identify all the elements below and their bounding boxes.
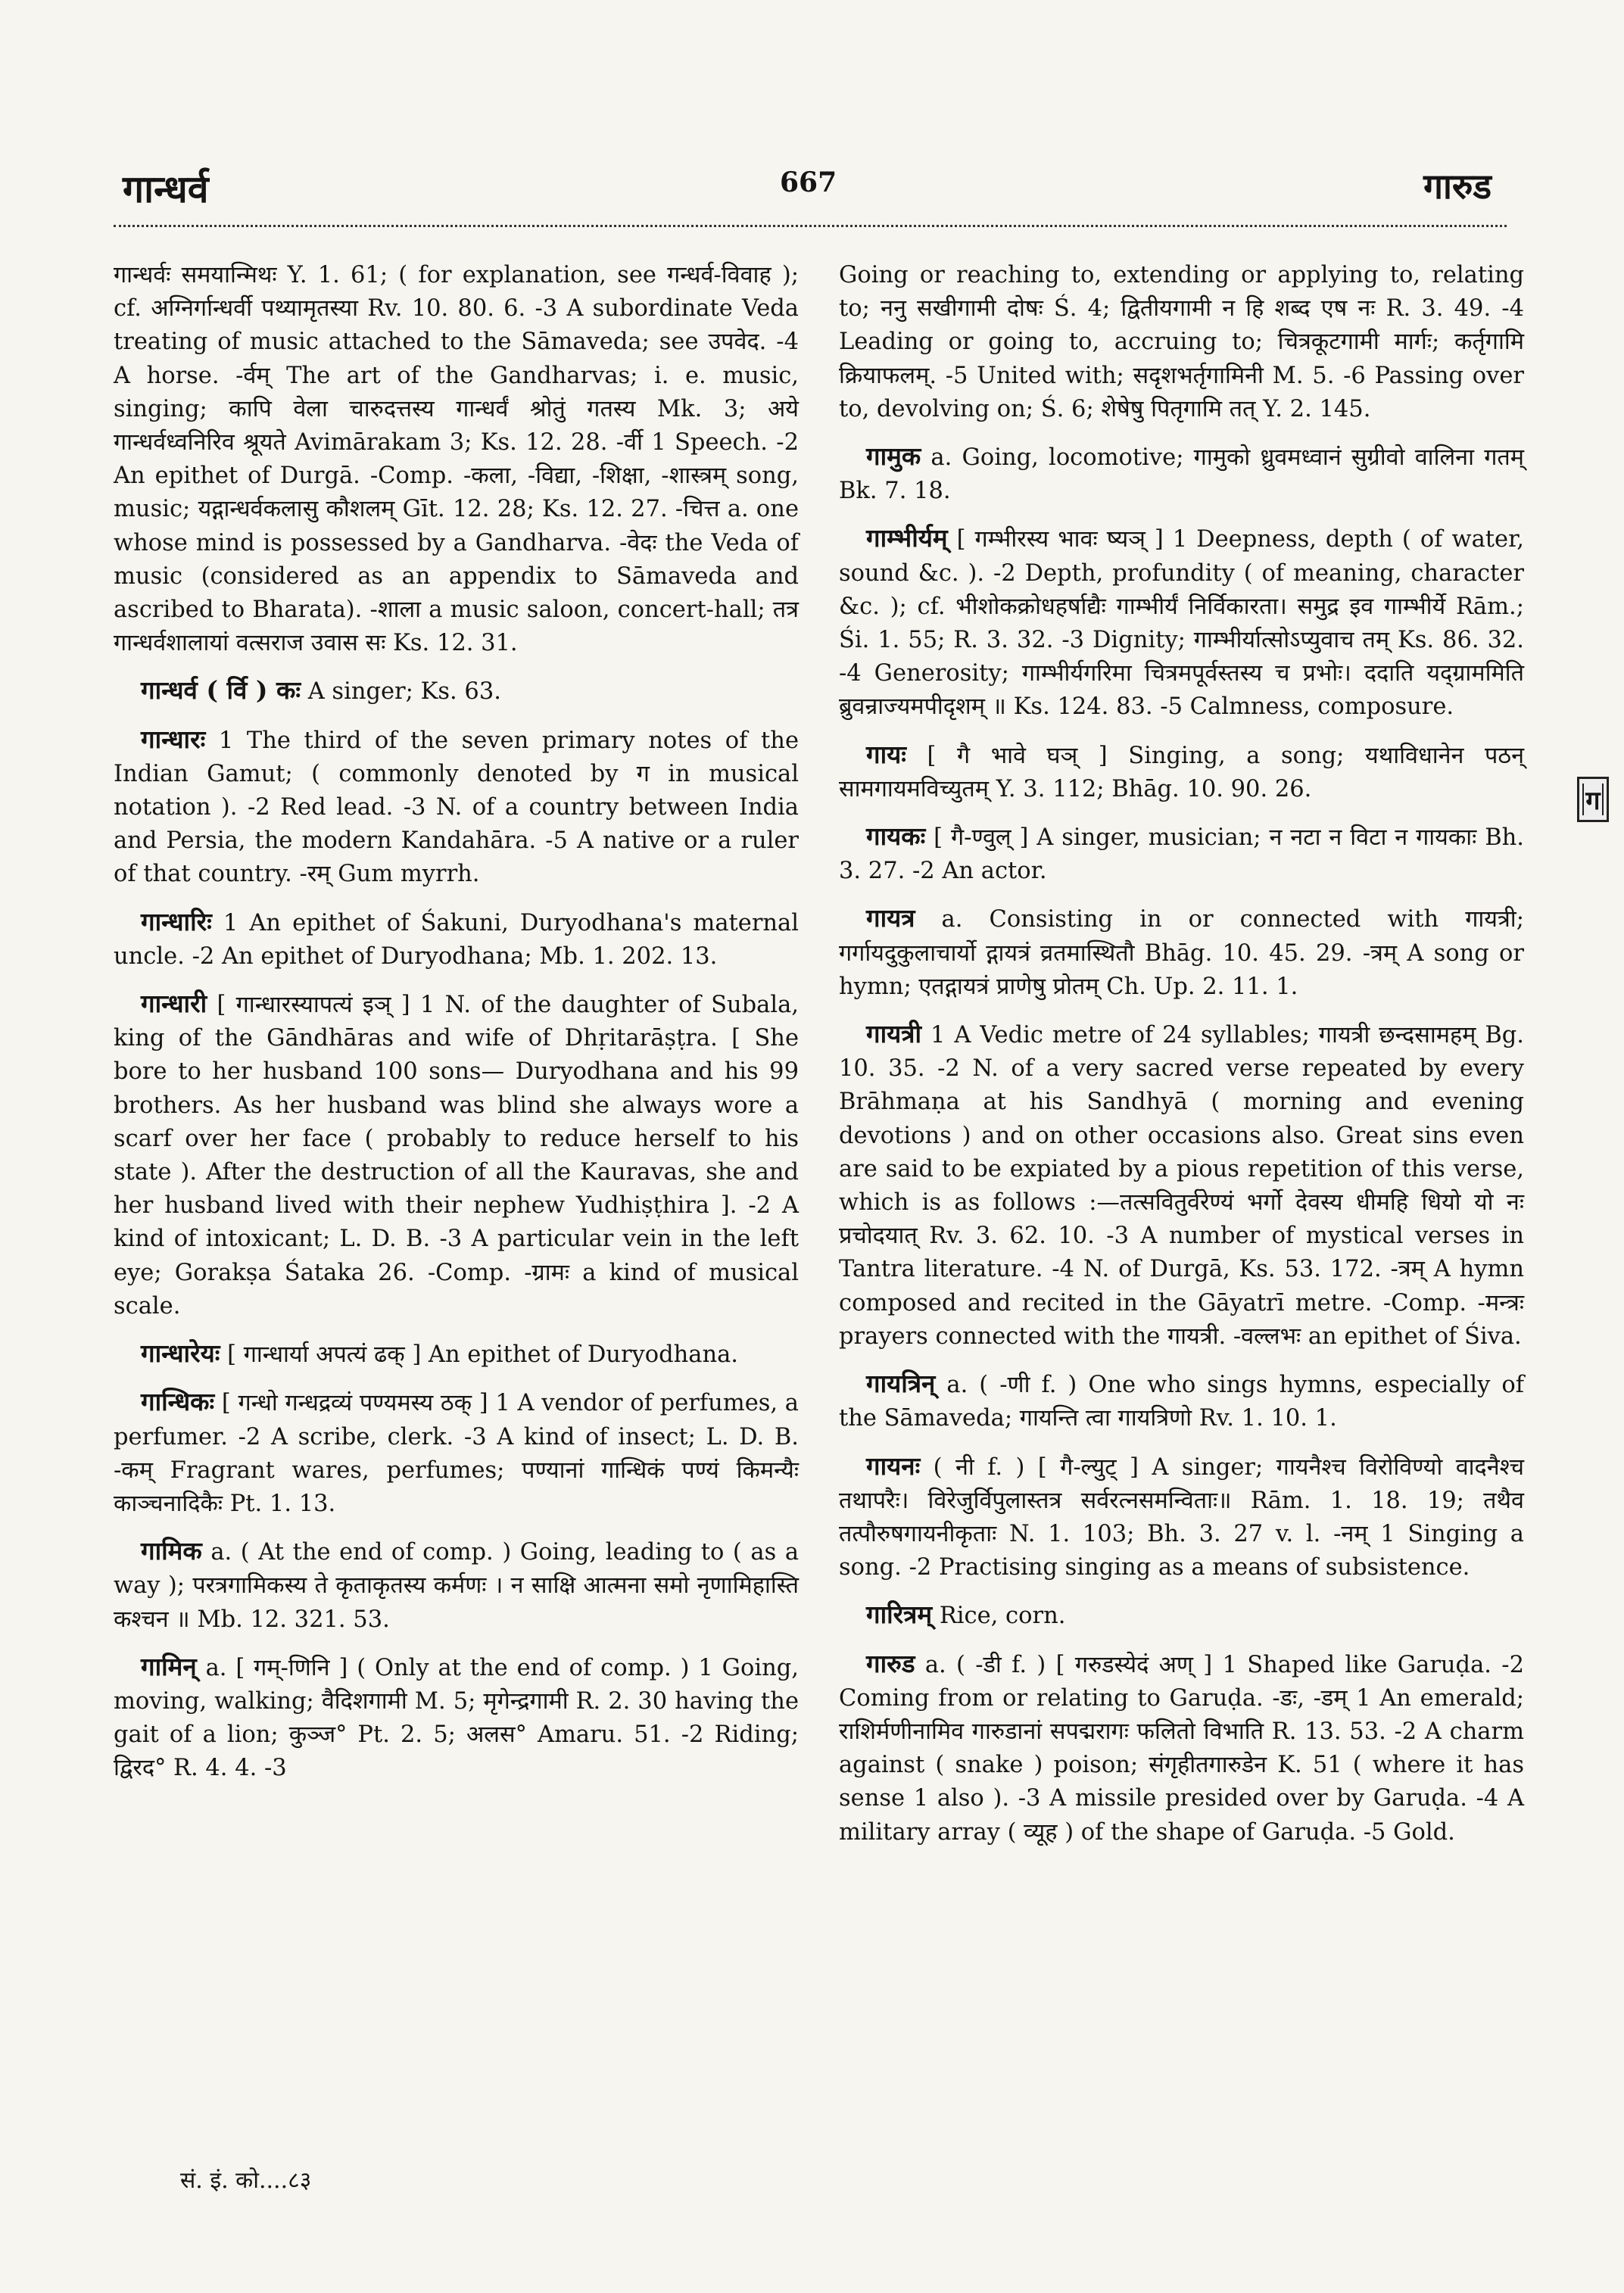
dictionary-entry: गायत्रिन् a. ( -णी f. ) One who sings hymns, especially of the Sāmaveda; गायन्ति त्वा गायत्रिणो Rv. 1. 10. 1. (839, 1369, 1524, 1432)
right-column (839, 257, 1524, 1863)
left-running-headword: गान्धर्व (123, 167, 209, 211)
dictionary-entry: गान्धर्वः समयान्मिथः Y. 1. 61; ( for explanation, see गन्धर्व-विवाह ); cf. अग्निर्गान्धर्वी पथ्यामृतस्या Rv. 10. 80. 6. -3 A subordinate Veda treating of music attached to the Sāmaveda; see उपवेद. -4 A horse. -र्वम् The art of the Gandharvas; i. e. music, singing; कापि वेला चारुदत्तस्य गान्धर्वं श्रोतुं गतस्य Mk. 3; अये गान्धर्वध्वनिरिव श्रूयते Avimārakam 3; Ks. 12. 28. -र्वी 1 Speech. -2 An epithet of Durgā. -Comp. -कला, -विद्या, -शिक्षा, -शास्त्रम् song, music; यद्गान्धर्वकलासु कौशलम् Gīt. 12. 28; Ks. 12. 27. -चित्त a. one whose mind is possessed by a Gandharva. -वेदः the Veda of music (considered as an appendix to Sāmaveda and ascribed to Bharata). -शाला a music saloon, concert-hall; तत्र गान्धर्वशालायां वत्सराज उवास सः Ks. 12. 31. (114, 262, 799, 657)
dictionary-entry: गान्धिकः [ गन्धो गन्धद्रव्यं पण्यमस्य ठक् ] 1 A vendor of perfumes, a perfumer. -2 A scribe, clerk. -3 A kind of insect; L. D. B. -कम् Fragrant wares, perfumes; पण्यानां गान्धिकं पण्यं किमन्यैः काञ्चनादिकैः Pt. 1. 13. (114, 1387, 799, 1517)
left-column (114, 257, 799, 1799)
dictionary-entry: गायः [ गै भावे घञ् ] Singing, a song; यथाविधानेन पठन् सामगायमविच्युतम् Y. 3. 112; Bhāg. 10. 90. 26. (839, 739, 1524, 802)
dictionary-entry: गामिक a. ( At the end of comp. ) Going, leading to ( as a way ); परत्रगामिकस्य ते कृताकृतस्य कर्मणः । न साक्षि आत्मना समो नृणामिहास्ति कश्चन ॥ Mb. 12. 321. 53. (114, 1536, 799, 1633)
dictionary-entry: Going or reaching to, extending or applying to, relating to; ननु सखीगामी दोषः Ś. 4; द्वितीयगामी न हि शब्द एष नः R. 3. 49. -4 Leading or going to, accruing to; चित्रकूटगामी मार्गः; कर्तृगामि क्रियाफलम्. -5 United with; सदृशभर्तृगामिनी M. 5. -6 Passing over to, devolving on; Ś. 6; शेषेषु पितृगामि तत् Y. 2. 145. (839, 262, 1524, 422)
dictionary-entry: गामिन् a. [ गम्-णिनि ] ( Only at the end of comp. ) 1 Going, moving, walking; वैदिशगामी M. 5; मृगेन्द्रगामी R. 2. 30 having the gait of a lion; कुञ्ज° Pt. 2. 5; अलस° Amaru. 51. -2 Riding; द्विरद° R. 4. 4. -3 (114, 1651, 799, 1782)
right-running-headword: गारुड (1423, 166, 1492, 207)
dictionary-entry: गान्धारी [ गान्धारस्यापत्यं इञ् ] 1 N. of the daughter of Subala, king of the Gāndhāras and wife of Dhṛitarāṣṭra. [ She bore to her husband 100 sons— Duryodhana and his 99 brothers. As her husband was blind she always wore a scarf over her face ( probably to reduce herself to his state ). After the destruction of all the Kauravas, she and her husband lived with their nephew Yudhiṣṭhira ]. -2 A kind of intoxicant; L. D. B. -3 A particular vein in the left eye; Gorakṣa Śataka 26. -Comp. -ग्रामः a kind of musical scale. (114, 989, 799, 1319)
header-rule (114, 225, 1507, 227)
dictionary-entry: गान्धारिः 1 An epithet of Śakuni, Duryodhana's maternal uncle. -2 An epithet of Duryodhana; Mb. 1. 202. 13. (114, 906, 799, 970)
page-number: 667 (780, 167, 837, 198)
dictionary-entry: गान्धर्व ( र्वि ) कः A singer; Ks. 63. (141, 675, 501, 706)
dictionary-entry: गायत्री 1 A Vedic metre of 24 syllables; गायत्री छन्दसामहम् Bg. 10. 35. -2 N. of a very sacred verse repeated by every Brāhmaṇa at his Sandhyā ( morning and evening devotions ) and on other occasions also. Great sins even are said to be expiated by a pious repetition of this verse, which is as follows :—तत्सवितुर्वरेण्यं भर्गो देवस्य धीमहि धियो यो नः प्रचोदयात् Rv. 3. 62. 10. -3 A number of mystical verses in Tantra literature. -4 N. of Durgā, Ks. 53. 172. -त्रम् A hymn composed and recited in the Gāyatrī metre. -Comp. -मन्त्रः prayers connected with the गायत्री. -वल्लभः an epithet of Śiva. (839, 1019, 1524, 1350)
dictionary-entry: गायकः [ गै-ण्वुल् ] A singer, musician; न नटा न विटा न गायकाः Bh. 3. 27. -2 An actor. (839, 821, 1524, 885)
dictionary-entry: गामुक a. Going, locomotive; गामुको ध्रुवमध्वानं सुग्रीवो वालिना गतम् Bk. 7. 18. (839, 441, 1524, 505)
dictionary-entry: गाम्भीर्यम् [ गम्भीरस्य भावः ष्यञ् ] 1 Deepness, depth ( of water, sound &c. ). -2 Depth, profundity ( of meaning, character &c. ); cf. भीशोकक्रोधहर्षाद्यैः गाम्भीर्यं निर्विकारता। समुद्र इव गाम्भीर्ये Rām.; Śi. 1. 55; R. 3. 32. -3 Dignity; गाम्भीर्यात्सोऽप्युवाच तम् Ks. 86. 32. -4 Generosity; गाम्भीर्यगरिमा चित्रमपूर्वस्तस्य च प्रभोः। ददाति यद्ग्राममिति ब्रुवन्राज्यमपीदृशम् ॥ Ks. 124. 83. -5 Calmness, composure. (839, 523, 1524, 721)
dictionary-entry: गायत्र a. Consisting in or connected with गायत्री; गर्गायदुकुलाचार्यो द्गायत्रं व्रतमास्थितौ Bhāg. 10. 45. 29. -त्रम् A song or hymn; एतद्गायत्रं प्राणेषु प्रोतम् Ch. Up. 2. 11. 1. (839, 903, 1524, 1000)
thumb-index-tab: ग (1577, 777, 1609, 822)
dictionary-entry: गायनः ( नी f. ) [ गै-ल्युट् ] A singer; गायनैश्च विरोविण्यो वादनैश्च तथापरैः। विरेजुर्विपुलास्तत्र सर्वरत्नसमन्विताः॥ Rām. 1. 18. 19; तथैव तत्पौरुषगायनीकृताः N. 1. 103; Bh. 3. 27 v. l. -नम् 1 Singing a song. -2 Practising singing as a means of subsistence. (839, 1450, 1524, 1581)
page-header (114, 162, 1507, 227)
dictionary-entry: गान्धारेयः [ गान्धार्या अपत्यं ढक् ] An epithet of Duryodhana. (141, 1338, 738, 1369)
dictionary-entry: गारित्रम् Rice, corn. (866, 1600, 1066, 1630)
dictionary-entry: गान्धारः 1 The third of the seven primary notes of the Indian Gamut; ( commonly denoted by ग in musical notation ). -2 Red lead. -3 N. of a country between India and Persia, the modern Kandahāra. -5 A native or a ruler of that country. -रम् Gum myrrh. (114, 724, 799, 888)
dictionary-entry: गारुड a. ( -डी f. ) [ गरुडस्येदं अण् ] 1 Shaped like Garuḍa. -2 Coming from or relating to Garuḍa. -डः, -डम् 1 An emerald; राशिर्मणीनामिव गारुडानां सपद्मरागः फलितो विभाति R. 13. 53. -2 A charm against ( snake ) poison; संगृहीतगारुडेन K. 51 ( where it has sense 1 also ). -3 A missile presided over by Garuḍa. -4 A military array ( व्यूह ) of the shape of Garuḍa. -5 Gold. (839, 1648, 1524, 1846)
signature-mark: सं. इं. को....८३ (180, 2167, 312, 2194)
